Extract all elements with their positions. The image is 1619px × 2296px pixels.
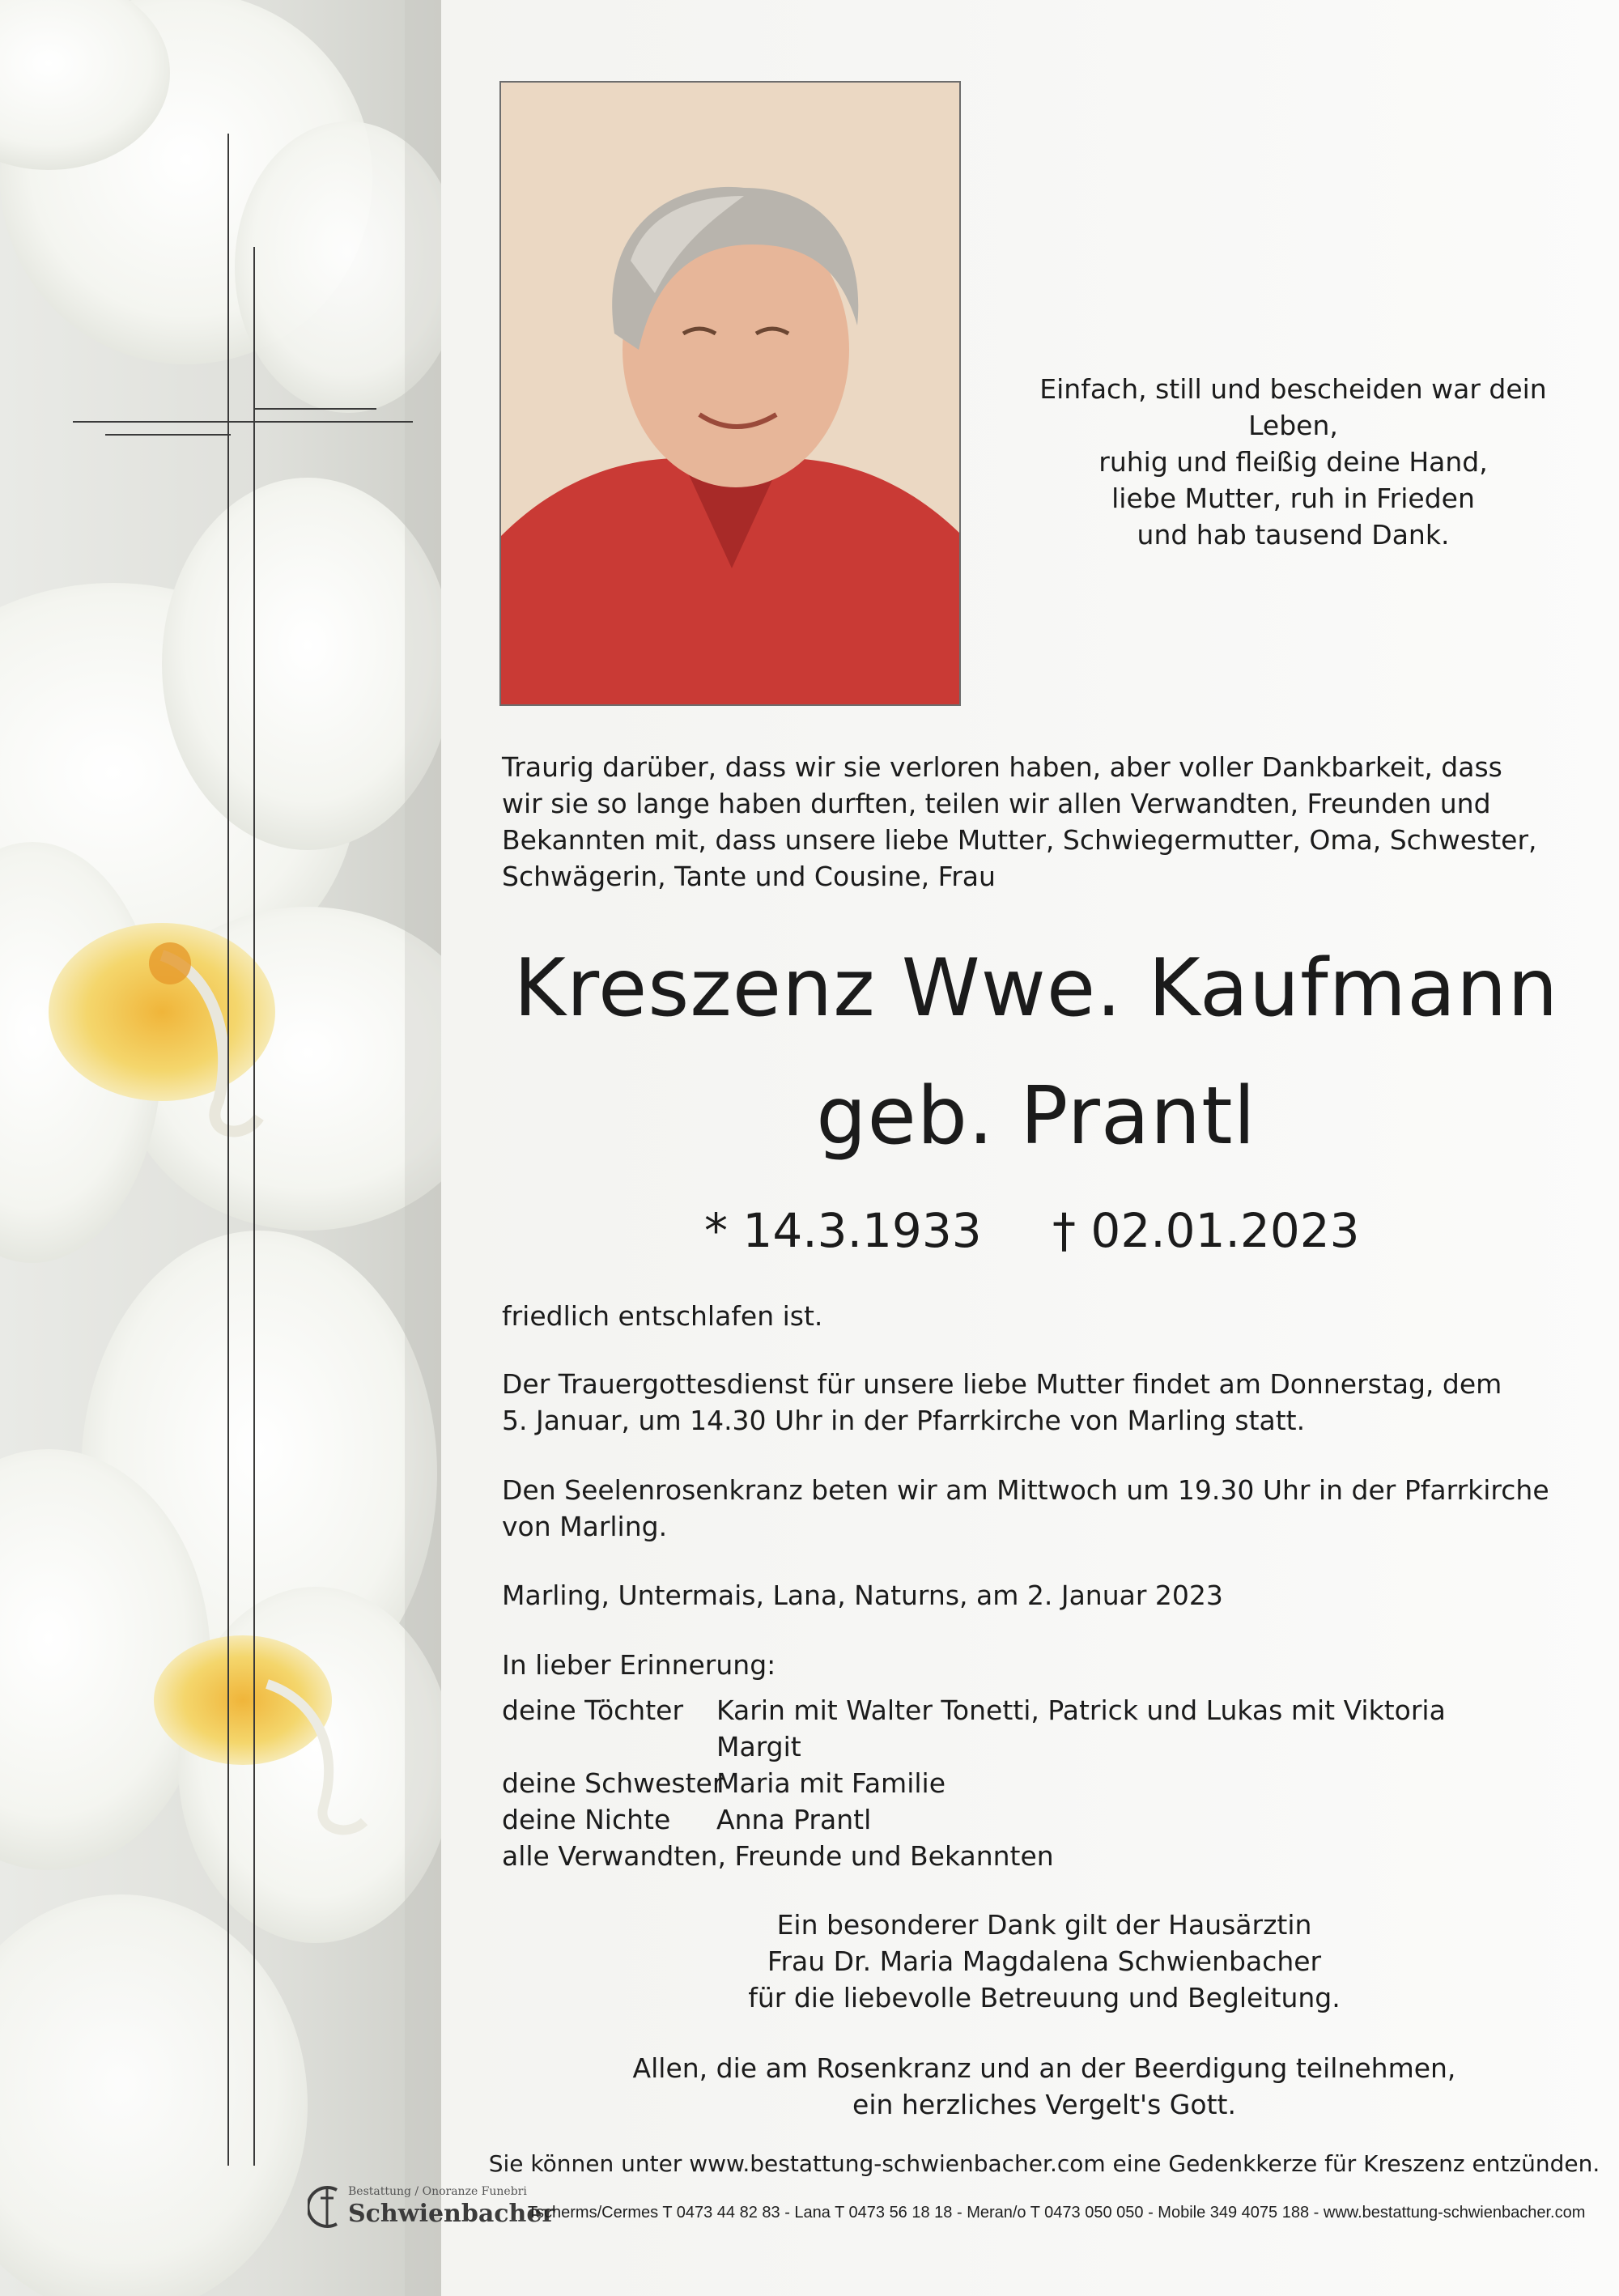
relative-names: Maria mit Familie — [716, 1767, 946, 1799]
rosary-line: von Marling. — [502, 1511, 668, 1542]
memory-heading: In lieber Erinnerung: — [502, 1649, 776, 1681]
relative-label: deine Töchter — [502, 1694, 684, 1726]
poem — [992, 371, 1595, 553]
thanks-line: ein herzliches Vergelt's Gott. — [852, 2089, 1236, 2120]
logo-name: Schwienbacher — [348, 2200, 555, 2228]
intro-line: Traurig darüber, dass wir sie verloren haben, aber voller Dankbarkeit, dass — [502, 751, 1502, 783]
death-date: † 02.01.2023 — [1052, 1203, 1360, 1258]
service-line: 5. Januar, um 14.30 Uhr in der Pfarrkirche von Marling statt. — [502, 1405, 1306, 1436]
orchid-side-panel — [0, 0, 441, 2296]
rosary-line: Den Seelenrosenkranz beten wir am Mittwoch um 19.30 Uhr in der Pfarrkirche — [502, 1474, 1549, 1506]
portrait-photo — [499, 81, 961, 706]
place-date: Marling, Untermais, Lana, Naturns, am 2. Januar 2023 — [502, 1580, 1223, 1611]
relative-label: deine Schwester — [502, 1767, 724, 1799]
relative-names: Anna Prantl — [716, 1804, 872, 1835]
service-line: Der Trauergottesdienst für unsere liebe Mutter findet am Donnerstag, dem — [502, 1368, 1502, 1400]
thanks-line: Frau Dr. Maria Magdalena Schwienbacher — [767, 1945, 1322, 1977]
intro-line: wir sie so lange haben durften, teilen wir allen Verwandten, Freunden und — [502, 788, 1491, 819]
relative-label: alle Verwandten, Freunde und Bekannten — [502, 1840, 1054, 1872]
relative-names: Karin mit Walter Tonetti, Patrick und Lukas mit Viktoria — [716, 1694, 1446, 1726]
intro-paragraph — [502, 749, 1603, 895]
deceased-name: Kreszenz Wwe. Kaufmann — [513, 942, 1559, 1035]
thanks-doctor — [486, 1907, 1603, 2016]
intro-line: Bekannten mit, dass unsere liebe Mutter, Schwiegermutter, Oma, Schwester, — [502, 824, 1537, 856]
birth-date: * 14.3.1933 — [704, 1203, 982, 1258]
relative-names: Margit — [716, 1731, 801, 1762]
footer-contact: Tscherms/Cermes T 0473 44 82 83 - Lana T 0473 56 18 18 - Meran/o T 0473 050 050 - Mobile 349 4075 188 - www.bestattung-schwienbacher.com — [528, 2204, 1586, 2222]
passed-text: friedlich entschlafen ist. — [502, 1300, 823, 1332]
thanks-line: Ein besonderer Dank gilt der Hausärztin — [776, 1909, 1312, 1941]
rosary-paragraph — [502, 1472, 1603, 1545]
thanks-all — [486, 2050, 1603, 2123]
funeral-home-logo-icon — [308, 2182, 345, 2230]
logo-subtitle: Bestattung / Onoranze Funebri — [348, 2185, 527, 2198]
maiden-name: geb. Prantl — [816, 1070, 1256, 1163]
poem-line: Einfach, still und bescheiden war dein Leben, — [1039, 373, 1547, 441]
candle-note: Sie können unter www.bestattung-schwienbacher.com eine Gedenkkerze für Kreszenz entzünden. — [488, 2150, 1600, 2177]
thanks-line: für die liebevolle Betreuung und Begleitung. — [748, 1982, 1341, 2013]
relative-label: deine Nichte — [502, 1804, 671, 1835]
intro-line: Schwägerin, Tante und Cousine, Frau — [502, 861, 996, 892]
thanks-line: Allen, die am Rosenkranz und an der Beerdigung teilnehmen, — [632, 2052, 1456, 2084]
poem-line: und hab tausend Dank. — [1137, 519, 1450, 551]
poem-line: ruhig und fleißig deine Hand, — [1098, 446, 1488, 478]
funeral-home-logo — [308, 2182, 555, 2239]
poem-line: liebe Mutter, ruh in Frieden — [1111, 483, 1475, 514]
service-paragraph — [502, 1366, 1603, 1439]
cross-icon — [0, 0, 441, 2296]
